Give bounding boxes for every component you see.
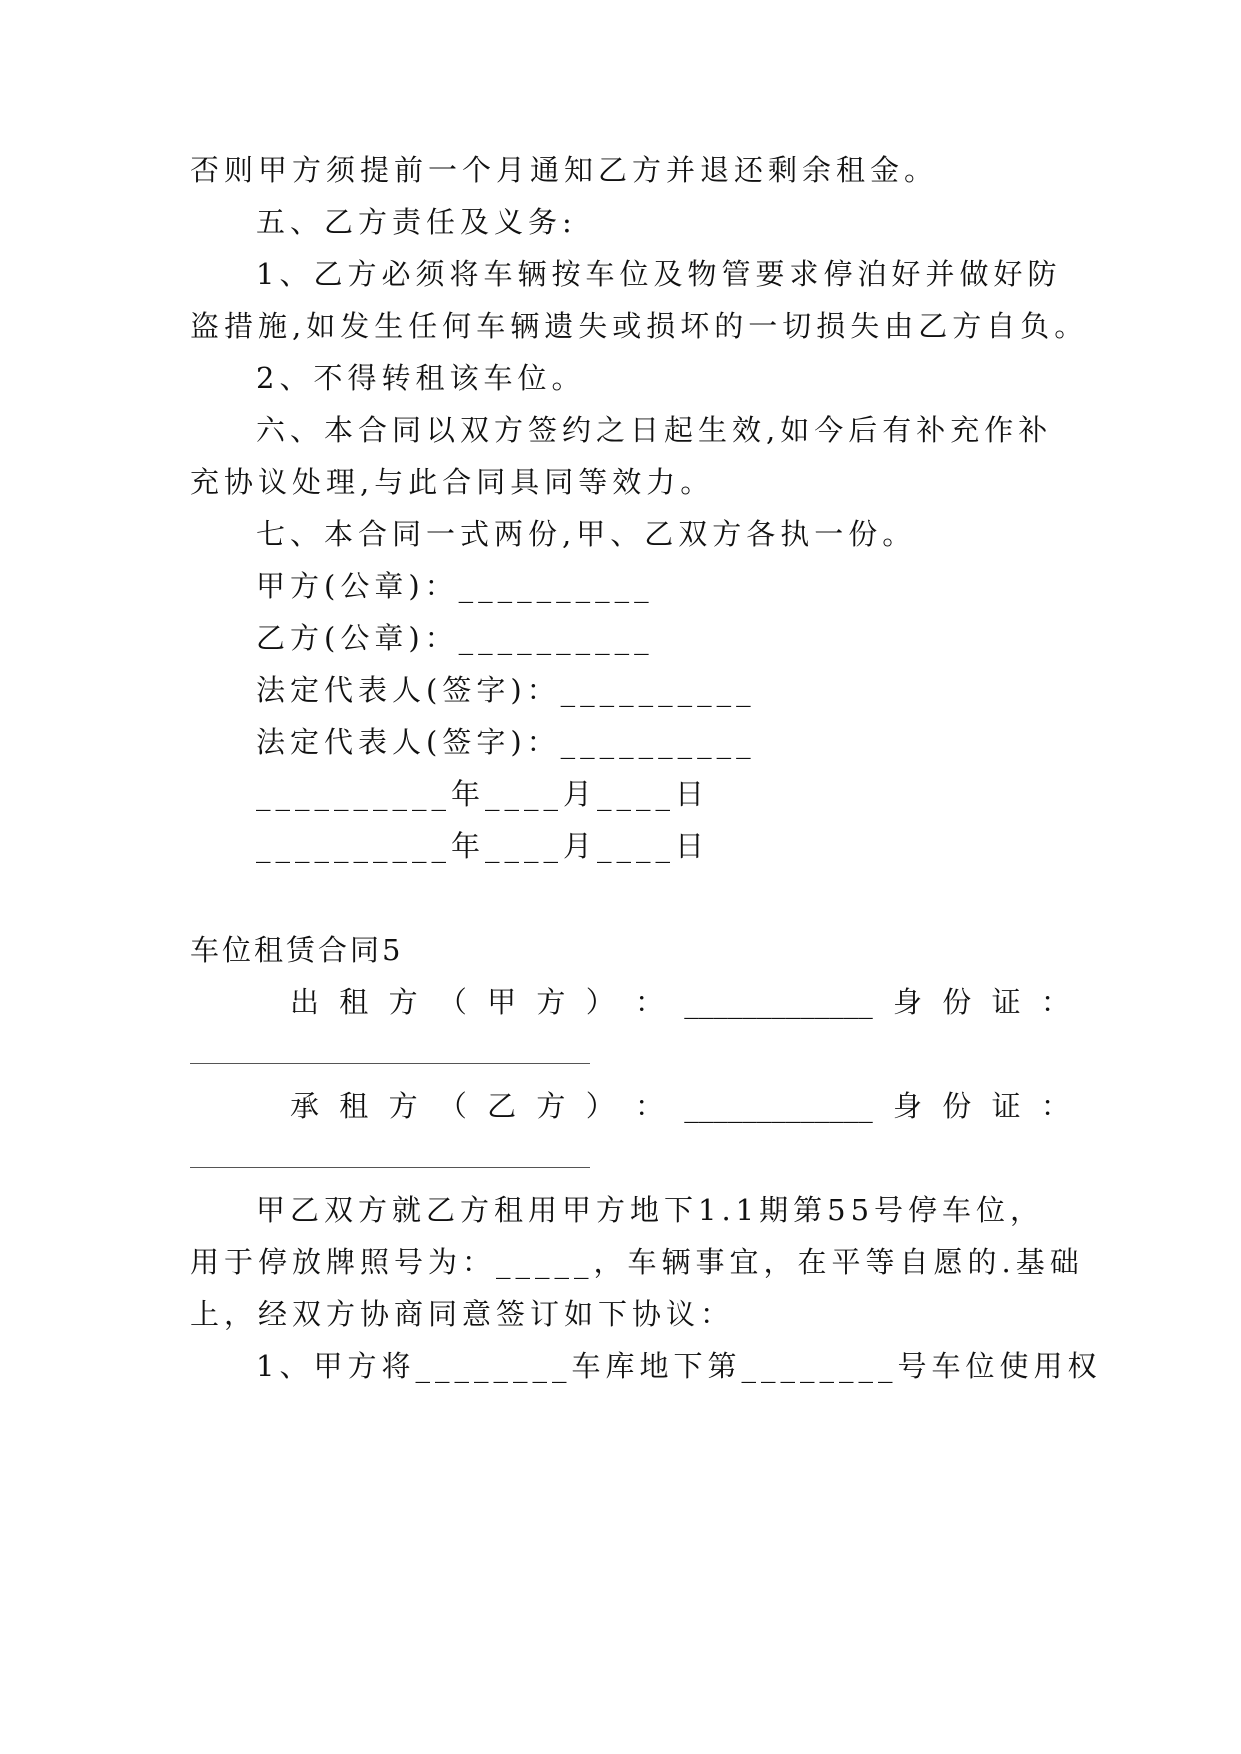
lessor-line xyxy=(290,980,1070,1024)
lessor-id-blank xyxy=(190,1061,590,1064)
date-line: __________年____月____日 xyxy=(256,777,710,811)
paragraph-line: 否则甲方须提前一个月通知乙方并退还剩余租金。 xyxy=(190,153,939,187)
lessee-char: 方 xyxy=(536,1089,566,1123)
lessee-char: 承 xyxy=(290,1089,320,1123)
paragraph-line: 上，经双方协商同意签订如下协议： xyxy=(190,1297,735,1331)
lessee-char: 方 xyxy=(388,1089,418,1123)
date-line: __________年____月____日 xyxy=(256,829,710,863)
lessee-char: 份 xyxy=(942,1089,972,1123)
legal-rep-signature-line: 法定代表人(签字)：__________ xyxy=(256,673,756,707)
section-heading: 五、乙方责任及义务: xyxy=(256,205,577,239)
lessor-char: 方 xyxy=(388,985,418,1019)
lessee-char: （ xyxy=(437,1089,467,1123)
lessor-char: 甲 xyxy=(487,985,517,1019)
lessor-blank: _____________ xyxy=(684,985,873,1019)
paragraph-line: 2、不得转租该车位。 xyxy=(256,361,586,395)
lessor-char: ： xyxy=(634,985,664,1019)
lessee-blank: _____________ xyxy=(684,1089,873,1123)
lessee-char: 证 xyxy=(991,1089,1021,1123)
contract-title: 车位租赁合同5 xyxy=(190,933,404,967)
lessor-char: 证 xyxy=(991,985,1021,1019)
lessee-char: ） xyxy=(585,1089,615,1123)
lessee-char: ： xyxy=(1040,1089,1070,1123)
paragraph-line: 充协议处理,与此合同具同等效力。 xyxy=(190,465,715,499)
lessor-char: 租 xyxy=(339,985,369,1019)
lessor-char: 身 xyxy=(893,985,923,1019)
lessor-char: （ xyxy=(437,985,467,1019)
paragraph-line: 1、甲方将________车库地下第________号车位使用权 xyxy=(256,1349,1102,1383)
paragraph-line: 甲乙双方就乙方租用甲方地下1.1期第55号停车位， xyxy=(256,1193,1045,1227)
paragraph-line: 七、本合同一式两份,甲、乙双方各执一份。 xyxy=(256,517,917,551)
paragraph-line: 六、本合同以双方签约之日起生效,如今后有补充作补 xyxy=(256,413,1053,447)
lessor-char: ： xyxy=(1040,985,1070,1019)
lessee-id-blank xyxy=(190,1165,590,1168)
lessee-line xyxy=(290,1084,1070,1128)
party-a-seal-line: 甲方(公章)：__________ xyxy=(256,569,654,603)
paragraph-line: 盗措施,如发生任何车辆遗失或损坏的一切损失由乙方自负。 xyxy=(190,309,1089,343)
lessee-char: ： xyxy=(634,1089,664,1123)
paragraph-line: 用于停放牌照号为：_____，车辆事宜，在平等自愿的.基础 xyxy=(190,1245,1084,1279)
lessee-char: 身 xyxy=(893,1089,923,1123)
lessee-char: 租 xyxy=(339,1089,369,1123)
party-b-seal-line: 乙方(公章)：__________ xyxy=(256,621,654,655)
lessee-char: 乙 xyxy=(487,1089,517,1123)
legal-rep-signature-line: 法定代表人(签字)：__________ xyxy=(256,725,756,759)
lessor-char: 方 xyxy=(536,985,566,1019)
lessor-char: 份 xyxy=(942,985,972,1019)
paragraph-line: 1、乙方必须将车辆按车位及物管要求停泊好并做好防 xyxy=(256,257,1062,291)
lessor-char: 出 xyxy=(290,985,320,1019)
lessor-char: ） xyxy=(585,985,615,1019)
